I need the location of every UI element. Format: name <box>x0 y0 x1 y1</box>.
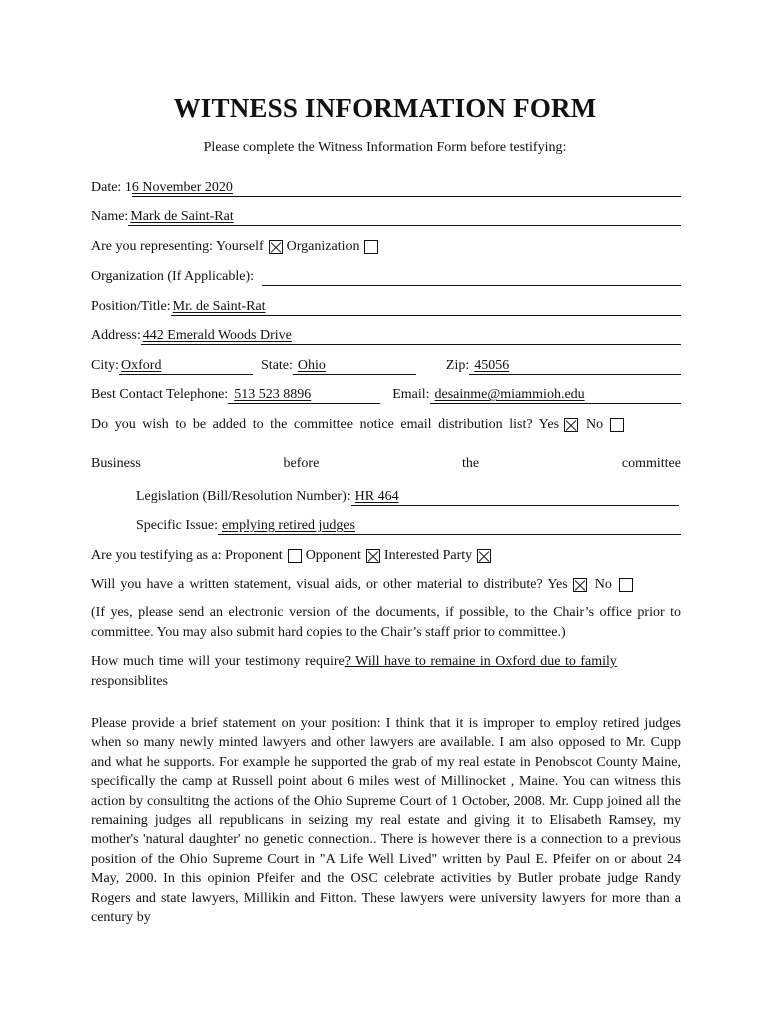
name-field[interactable] <box>128 208 681 226</box>
position-field[interactable] <box>171 298 681 316</box>
address-row <box>91 323 681 345</box>
form-title: WITNESS INFORMATION FORM <box>173 93 597 123</box>
representing-row <box>91 234 681 256</box>
organization-field[interactable] <box>262 268 681 286</box>
city-label: City: <box>91 358 120 373</box>
materials-row <box>91 572 683 594</box>
business-heading <box>91 456 681 472</box>
organization-label: Organization (If Applicable): <box>91 269 255 284</box>
position-value: Mr. de Saint-Rat <box>172 299 266 314</box>
address-field[interactable] <box>141 327 681 345</box>
distribution-no-checkbox[interactable] <box>610 418 624 432</box>
organization-checkbox[interactable] <box>364 240 378 254</box>
time-question-block <box>91 652 681 692</box>
organization-row <box>91 264 681 286</box>
date-value: 6 November 2020 <box>131 180 233 195</box>
organization-option-label: Organization <box>286 239 360 254</box>
business-word-4: committee <box>621 456 681 471</box>
time-answer[interactable]: ? Will have to remaine in Oxford due to family <box>344 654 617 669</box>
date-row <box>91 175 681 197</box>
state-label: State: <box>261 358 293 373</box>
city-state-zip-row <box>91 353 681 375</box>
phone-field[interactable] <box>228 386 380 404</box>
state-value: Ohio <box>297 358 326 373</box>
opponent-label: Opponent <box>305 548 361 563</box>
address-label: Address: <box>91 328 141 343</box>
interested-party-label: Interested Party <box>383 548 473 563</box>
email-value: desainme@miammioh.edu <box>434 387 585 402</box>
statement-text[interactable]: I think that it is improper to employ retired judges when so many newly minted lawyers and other lawyers are available. I am also opposed to Mr. Cupp and what he supports. For example he supported the grab of my real estate in Penobscot County Maine, specifically the camp at Russell point about 6 miles west of Millinocket , Maine. You can witness this action by consultitng the actions of the Ohio Supreme Court of 1 October, 2008. Mr. Cupp joined all the remaining judges all republicans in seizing my real estate and giving it to Elisabeth Ramsey, my mother's 'natural daughter' no genetic connection.. There is however there is a connection to a previous position of the Ohio Supreme Court in "A Life Well Lived" written by Paul E. Pfeifer on or about 24 May, 2000. In this opinion Pfeifer and the OSC celebrate activities by Butler probate judge Randy Rogers and state lawyers, Millikin and Fitton. These lawyers were university lawyers for more than a century by <box>91 716 681 926</box>
zip-field[interactable] <box>469 357 681 375</box>
materials-no-label: No <box>594 577 612 592</box>
distribution-no-label: No <box>586 417 604 432</box>
distribution-question: Do you wish to be added to the committee notice email distribution list? Yes <box>91 417 560 432</box>
testifying-label: Are you testifying as a: Proponent <box>91 548 283 563</box>
materials-question: Will you have a written statement, visual aids, or other material to distribute? Yes <box>91 577 568 592</box>
opponent-checkbox[interactable] <box>366 549 380 563</box>
business-word-3: the <box>462 456 480 471</box>
issue-field[interactable] <box>218 517 681 535</box>
statement-block <box>91 714 681 927</box>
contact-row <box>91 382 681 404</box>
city-field[interactable] <box>119 357 253 375</box>
position-label: Position/Title: <box>91 299 171 314</box>
name-label: Name: <box>91 209 129 224</box>
time-question: How much time will your testimony require <box>91 654 345 669</box>
business-word-2: before <box>283 456 320 471</box>
proponent-checkbox[interactable] <box>288 549 302 563</box>
form-subtitle: Please complete the Witness Information Form before testifying: <box>203 140 567 155</box>
materials-no-checkbox[interactable] <box>619 578 633 592</box>
issue-value: emplying retired judges <box>222 518 355 533</box>
phone-label: Best Contact Telephone: <box>91 387 229 402</box>
testifying-row <box>91 543 681 565</box>
business-word-1: Business <box>91 456 141 471</box>
distribution-row <box>91 412 683 434</box>
position-row <box>91 294 681 316</box>
legislation-field[interactable] <box>351 488 679 506</box>
interested-party-checkbox[interactable] <box>477 549 491 563</box>
zip-label: Zip: <box>445 358 470 373</box>
phone-value: 513 523 8896 <box>234 387 312 402</box>
legislation-value: HR 464 <box>354 489 399 504</box>
materials-note: (If yes, please send an electronic version of the documents, if possible, to the Chair’s office prior to committee. You may also submit hard copies to the Chair’s staff prior to committee.) <box>91 605 681 640</box>
city-value: Oxford <box>121 358 162 373</box>
statement-label: Please provide a brief statement on your position: <box>91 716 381 731</box>
name-value: Mark de Saint-Rat <box>130 209 234 224</box>
zip-value: 45056 <box>474 358 510 373</box>
email-field[interactable] <box>430 386 681 404</box>
legislation-row <box>136 484 679 506</box>
yourself-checkbox[interactable] <box>269 240 283 254</box>
legislation-label: Legislation (Bill/Resolution Number): <box>136 489 351 504</box>
date-field[interactable] <box>132 179 681 197</box>
issue-row <box>136 513 681 535</box>
distribution-yes-checkbox[interactable] <box>564 418 578 432</box>
date-label: Date: 1 <box>91 180 132 195</box>
email-label: Email: <box>392 387 430 402</box>
materials-yes-checkbox[interactable] <box>573 578 587 592</box>
issue-label: Specific Issue: <box>136 518 219 533</box>
address-value: 442 Emerald Woods Drive <box>142 328 292 343</box>
name-row <box>91 204 681 226</box>
time-answer-continued: responsiblites <box>91 674 168 689</box>
representing-label: Are you representing: Yourself <box>91 239 264 254</box>
state-field[interactable] <box>293 357 416 375</box>
